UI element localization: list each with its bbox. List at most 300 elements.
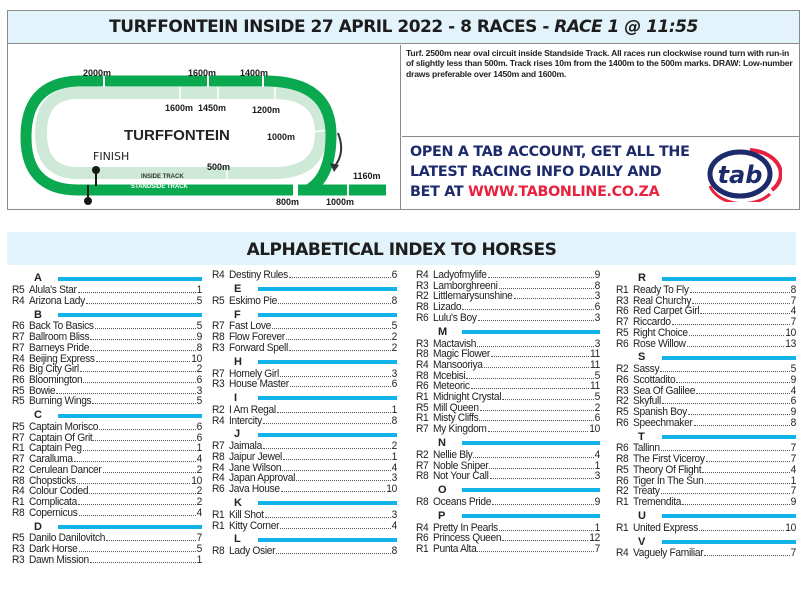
horse-entry[interactable] (212, 271, 397, 282)
tab-advert[interactable] (402, 138, 800, 210)
letter-divider (462, 441, 600, 445)
horse-name: Rose Willow (633, 338, 686, 350)
horse-name: Right Choice (633, 327, 688, 340)
letter-divider (258, 433, 397, 437)
horse-name: Copernicus (29, 507, 78, 519)
saddle-number: 10 (191, 475, 202, 487)
marker-1160m: 1160m (353, 171, 381, 181)
race-number: R2 (616, 396, 629, 408)
horse-name: Mcebisi (433, 370, 466, 382)
horse-name: Burning Wings (29, 396, 92, 408)
saddle-number: 5 (594, 370, 600, 382)
dot-leader (687, 339, 785, 346)
letter-label: S (638, 351, 646, 364)
saddle-number: 6 (196, 432, 202, 444)
race-number: R6 (212, 483, 225, 496)
race-number: R3 (416, 280, 429, 292)
race-number: R2 (12, 464, 25, 477)
horse-name: Intercity (229, 415, 262, 427)
race-number: R5 (12, 385, 25, 397)
race-number: R5 (616, 464, 629, 477)
race-number: R1 (212, 509, 225, 522)
horse-name: Eskimo Pie (229, 295, 277, 307)
saddle-number: 2 (196, 496, 202, 509)
race-number: R7 (12, 432, 25, 444)
letter-heading (212, 496, 397, 511)
dot-leader (488, 425, 589, 432)
race-number: R7 (12, 453, 25, 466)
dot-leader (491, 350, 589, 357)
saddle-number: 3 (196, 385, 202, 397)
saddle-number: 6 (196, 374, 202, 387)
meeting-title (8, 11, 799, 44)
horse-entry[interactable] (12, 508, 202, 519)
horse-name: Arizona Lady (29, 295, 85, 307)
horse-name: Japan Approval (229, 473, 296, 485)
race-number: R4 (416, 522, 429, 534)
saddle-number: 9 (196, 331, 202, 344)
race-number: R7 (12, 342, 25, 355)
horse-name: Danilo Danilovitch (29, 533, 106, 545)
race-number: R5 (616, 327, 629, 340)
dot-leader (80, 365, 196, 372)
horse-name: Tiger In The Sun (633, 475, 704, 487)
saddle-number: 3 (391, 509, 397, 522)
horse-name: Sea Of Galilee (633, 385, 696, 397)
letter-label: P (438, 509, 446, 522)
letter-divider (258, 396, 397, 400)
dot-leader (83, 376, 195, 383)
saddle-number: 11 (590, 381, 600, 393)
race-number: R8 (416, 348, 429, 361)
track-info-text: Turf. 2500m near oval circuit inside Standside Track. All races run clockwise round turn with run-in of slightly less than 500m. Track rises 10m from the 1400m to the 500m marks. DRAW: Low-number draws preferable over 1450m and 1600m. (402, 45, 800, 137)
race-number: R6 (416, 312, 429, 325)
advert-line-3-prefix: BET AT (410, 184, 468, 200)
dot-leader (282, 463, 390, 470)
letter-label: J (234, 428, 241, 441)
horse-name: Tremendita (633, 496, 682, 509)
horse-entry[interactable] (416, 498, 600, 509)
letter-divider (462, 514, 600, 518)
letter-divider (58, 525, 202, 529)
saddle-number: 1 (790, 475, 796, 487)
finish-label: FINISH (93, 150, 130, 163)
saddle-number: 11 (590, 348, 600, 361)
race-number: R3 (12, 543, 25, 556)
saddle-number: 5 (196, 543, 202, 556)
saddle-number: 9 (594, 269, 600, 282)
dot-leader (672, 318, 790, 325)
horse-name: Meteoric (433, 381, 470, 393)
saddle-number: 12 (589, 533, 600, 545)
horse-name: Magic Flower (433, 348, 490, 361)
advert-line-2: LATEST RACING INFO DAILY AND (410, 164, 662, 180)
saddle-number: 8 (790, 284, 796, 297)
horse-name: Captain Morisco (29, 421, 99, 434)
saddle-number: 9 (790, 406, 796, 419)
dot-leader (289, 344, 391, 351)
saddle-number: 6 (391, 378, 397, 391)
dot-leader (700, 307, 789, 314)
dot-leader (106, 534, 195, 541)
race-number: R8 (416, 470, 429, 483)
race-number: R4 (12, 485, 25, 498)
race-number: R8 (416, 370, 429, 382)
race-number: R8 (12, 475, 25, 487)
dot-leader (478, 314, 594, 321)
race-number: R4 (416, 359, 429, 372)
saddle-number: 4 (594, 449, 600, 462)
race-time-title: RACE 1 @ 11:55 (554, 17, 698, 37)
dot-leader (490, 472, 594, 479)
dot-leader (694, 418, 790, 425)
horse-name: Princess Queen (433, 533, 502, 545)
horse-entry[interactable] (212, 416, 397, 427)
horse-name: Java House (229, 483, 280, 496)
horse-entry[interactable] (616, 498, 796, 509)
dot-leader (77, 476, 190, 483)
dot-leader (289, 271, 391, 278)
saddle-number: 7 (196, 533, 202, 545)
letter-divider (662, 540, 796, 544)
horse-entry[interactable] (212, 521, 397, 532)
horse-name: Kitty Corner (229, 520, 280, 532)
saddle-number: 1 (196, 443, 202, 455)
horse-entry[interactable] (212, 547, 397, 558)
race-number: R6 (616, 475, 629, 487)
dot-leader (676, 376, 789, 383)
marker-2000m: 2000m (83, 68, 112, 78)
dot-leader (90, 555, 196, 562)
saddle-number: 2 (391, 331, 397, 344)
letter-label: R (638, 272, 646, 285)
race-number: R5 (212, 295, 225, 307)
race-number: R2 (416, 449, 429, 462)
letter-label: A (34, 272, 42, 285)
letter-divider (258, 501, 397, 505)
horse-entry[interactable] (12, 296, 202, 307)
race-number: R8 (212, 331, 225, 344)
dot-leader (489, 461, 593, 468)
letter-label: T (638, 430, 645, 443)
letter-label: U (638, 509, 646, 522)
marker-1600m-inner: 1600m (165, 103, 194, 113)
saddle-number: 5 (196, 321, 202, 333)
horse-name: Barneys Pride (29, 342, 90, 355)
dot-leader (290, 380, 391, 387)
dot-leader (689, 329, 785, 336)
saddle-number: 9 (594, 496, 600, 509)
saddle-number: 3 (594, 338, 600, 350)
horse-entry[interactable] (616, 549, 796, 560)
race-number: R5 (616, 406, 629, 419)
horse-entry[interactable] (12, 397, 202, 408)
race-number: R7 (212, 368, 225, 380)
saddle-number: 4 (391, 520, 397, 532)
dot-leader (488, 271, 594, 278)
race-number: R4 (416, 269, 429, 282)
dot-leader (281, 485, 385, 492)
letter-heading (416, 509, 600, 524)
saddle-number: 3 (594, 291, 600, 303)
saddle-number: 8 (391, 295, 397, 307)
horse-name: Colour Coded (29, 485, 89, 498)
race-header-panel (7, 10, 800, 210)
dot-leader (276, 547, 390, 554)
horse-name: Sassy (633, 363, 660, 376)
horse-name: I Am Regal (229, 404, 276, 417)
saddle-number: 2 (196, 464, 202, 477)
letter-divider (258, 538, 397, 542)
horse-name: Lamborghreeni (433, 280, 498, 292)
race-number: R3 (616, 385, 629, 397)
race-number: R7 (12, 331, 25, 344)
saddle-number: 4 (196, 453, 202, 466)
race-number: R1 (12, 496, 25, 509)
horse-name: Bloomington (29, 374, 83, 387)
letter-label: C (34, 409, 42, 422)
horse-name: Not Your Call (433, 470, 489, 483)
marker-1000m-inner: 1000m (267, 132, 296, 142)
saddle-number: 10 (589, 423, 600, 436)
horse-name: Chopsticks (29, 475, 76, 487)
race-number: R6 (616, 338, 629, 350)
race-number: R4 (12, 353, 25, 365)
race-number: R1 (416, 543, 429, 556)
race-number: R1 (416, 391, 429, 404)
dot-leader (661, 487, 790, 494)
race-number: R4 (212, 269, 225, 282)
saddle-number: 2 (391, 342, 397, 355)
letter-heading (212, 282, 397, 297)
dot-leader (92, 397, 195, 404)
race-number: R3 (416, 338, 429, 350)
race-number: R7 (416, 423, 429, 436)
race-number: R2 (212, 404, 225, 417)
letter-heading (416, 325, 600, 340)
horse-name: Vaguely Familiar (633, 548, 704, 560)
horse-entry[interactable] (12, 555, 202, 566)
letter-label: V (638, 535, 646, 548)
dot-leader (662, 397, 790, 404)
horse-name: United Express (633, 522, 698, 534)
horse-name: Ready To Fly (633, 284, 689, 297)
dot-leader (484, 361, 589, 368)
horse-name: Homely Girl (229, 368, 279, 380)
race-number: R3 (212, 342, 225, 355)
race-number: R3 (12, 554, 25, 566)
horse-entry[interactable] (212, 485, 397, 496)
horse-name: Dawn Mission (29, 554, 89, 566)
saddle-number: 2 (196, 485, 202, 498)
horse-name: Ladyofmylife (433, 269, 487, 282)
saddle-number: 7 (790, 485, 796, 498)
race-number: R4 (616, 548, 629, 560)
standside-track-label: STANDSIDE TRACK (131, 184, 188, 190)
horse-name: Captain Of Grit (29, 432, 93, 444)
horse-name: Alula's Star (29, 284, 77, 297)
dot-leader (696, 386, 790, 393)
dot-leader (272, 322, 391, 329)
race-number: R1 (616, 522, 629, 534)
horse-entry[interactable] (616, 418, 796, 429)
saddle-number: 8 (391, 415, 397, 427)
saddle-number: 3 (391, 368, 397, 380)
course-name: TURFFONTEIN (124, 127, 230, 144)
dot-leader (692, 296, 790, 303)
dot-leader (705, 476, 790, 483)
saddle-number: 6 (391, 269, 397, 282)
horse-name: Ballroom Bliss (29, 331, 90, 344)
saddle-number: 1 (196, 284, 202, 297)
dot-leader (277, 406, 391, 413)
dot-leader (704, 549, 789, 556)
horse-name: Punta Alta (433, 543, 477, 556)
saddle-number: 2 (196, 363, 202, 376)
race-number: R2 (416, 291, 429, 303)
saddle-number: 10 (191, 353, 202, 365)
dot-leader (499, 281, 594, 288)
saddle-number: 2 (391, 441, 397, 453)
letter-heading (212, 391, 397, 406)
advert-url-link[interactable]: WWW.TABONLINE.CO.ZA (467, 184, 660, 200)
saddle-number: 7 (790, 443, 796, 455)
horse-name: Flow Forever (229, 331, 285, 344)
tab-logo-icon (702, 146, 782, 202)
horse-name: Complicata (29, 496, 77, 509)
horse-name: Beijing Express (29, 353, 95, 365)
horse-entry[interactable] (416, 545, 600, 556)
race-number: R8 (416, 496, 429, 509)
race-number: R6 (416, 381, 429, 393)
dot-leader (296, 474, 391, 481)
horse-entry[interactable] (416, 425, 600, 436)
horse-name: Pretty In Pearls (433, 522, 498, 534)
horse-name: Real Churchy (633, 295, 692, 307)
horse-entry[interactable] (212, 380, 397, 391)
dot-leader (95, 322, 196, 329)
dot-leader (103, 466, 196, 473)
horse-name: Riccardo (633, 316, 671, 329)
horse-name: Mactavish (433, 338, 477, 350)
dot-leader (477, 339, 593, 346)
letter-heading (616, 509, 796, 524)
dot-leader (79, 508, 196, 515)
letter-divider (662, 277, 796, 281)
saddle-number: 11 (590, 359, 600, 372)
race-number: R1 (12, 443, 25, 455)
horse-entry[interactable] (212, 296, 397, 307)
marker-1200m: 1200m (252, 105, 281, 115)
race-number: R5 (12, 284, 25, 297)
saddle-number: 1 (594, 522, 600, 534)
saddle-number: 4 (790, 306, 796, 318)
dot-leader (79, 545, 196, 552)
dot-leader (78, 498, 196, 505)
dot-leader (660, 365, 789, 372)
race-number: R4 (212, 415, 225, 427)
dot-leader (492, 498, 594, 505)
horse-name: Lady Osier (229, 545, 276, 558)
horse-entry[interactable] (212, 344, 397, 355)
horse-name: Captain Peg (29, 443, 82, 455)
dot-leader (699, 523, 784, 530)
advert-line-3 (410, 182, 690, 202)
race-number: R6 (616, 374, 629, 387)
letter-divider (258, 313, 397, 317)
race-number: R6 (616, 306, 629, 318)
horse-name: The First Viceroy (633, 453, 705, 466)
horse-name: Dark Horse (29, 543, 78, 556)
saddle-number: 3 (594, 312, 600, 325)
horse-entry[interactable] (616, 339, 796, 350)
saddle-number: 2 (594, 402, 600, 414)
letter-label: M (438, 325, 448, 338)
letter-heading (212, 355, 397, 370)
horse-name: Bowie (29, 385, 56, 397)
horse-name: Jaipur Jewel (229, 451, 283, 464)
horse-name: Jaimala (229, 441, 263, 453)
race-number: R1 (616, 284, 629, 297)
saddle-number: 8 (594, 280, 600, 292)
letter-divider (258, 287, 397, 291)
letter-label: O (438, 484, 447, 497)
dot-leader (78, 286, 196, 293)
horse-name: Mill Queen (433, 402, 479, 414)
marker-800m: 800m (276, 197, 300, 207)
horse-name: Treaty (633, 485, 660, 498)
race-number: R6 (12, 363, 25, 376)
race-number: R4 (212, 462, 225, 474)
dot-leader (263, 442, 391, 449)
race-number: R6 (12, 321, 25, 333)
letter-label: N (438, 436, 446, 449)
horse-entry[interactable] (416, 314, 600, 325)
letter-label: H (234, 355, 242, 368)
saddle-number: 1 (391, 451, 397, 464)
dot-leader (283, 453, 391, 460)
index-column-1 (12, 271, 202, 566)
saddle-number: 4 (790, 385, 796, 397)
letter-divider (662, 514, 796, 518)
dot-leader (89, 487, 195, 494)
dot-leader (479, 414, 593, 421)
saddle-number: 10 (785, 522, 796, 534)
saddle-number: 13 (785, 338, 796, 350)
dot-leader (462, 303, 593, 310)
horse-entry[interactable] (616, 523, 796, 534)
dot-leader (682, 498, 789, 505)
horse-name: My Kingdom (433, 423, 487, 436)
track-map (8, 45, 401, 210)
saddle-number: 5 (196, 295, 202, 307)
race-number: R6 (616, 417, 629, 429)
horse-name: Spanish Boy (633, 406, 687, 419)
dot-leader (280, 369, 391, 376)
saddle-number: 6 (196, 421, 202, 434)
horse-entry[interactable] (416, 472, 600, 483)
dot-leader (477, 545, 593, 552)
dot-leader (502, 534, 588, 541)
dot-leader (74, 455, 196, 462)
svg-text:tab: tab (717, 161, 763, 189)
saddle-number: 7 (790, 316, 796, 329)
saddle-number: 1 (594, 460, 600, 472)
horse-name: Littlemarysunshine (433, 291, 513, 303)
saddle-number: 5 (594, 391, 600, 404)
saddle-number: 9 (790, 374, 796, 387)
dot-leader (83, 444, 196, 451)
